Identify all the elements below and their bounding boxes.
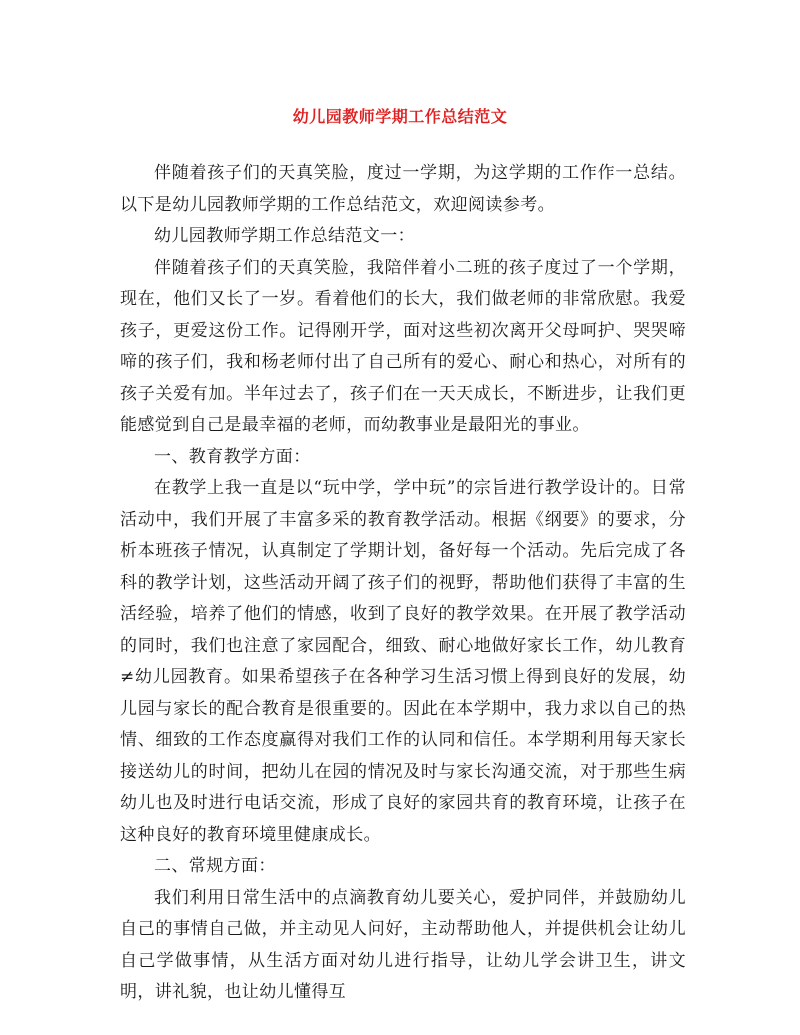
section-heading-teaching: 一、教育教学方面：	[154, 446, 311, 467]
paragraph-reflection: 伴随着孩子们的天真笑脸，我陪伴着小二班的孩子度过了一个学期，现在，他们又长了一岁。看着他们的长大，我们做老师的非常欣慰。我爱孩子，更爱这份工作。记得刚开学，面对这些初次离开父母呵护、哭哭啼啼的孩子们，我和杨老师付出了自己所有的爱心、耐心和热心，对所有的孩子关爱有加。半年过去了，孩子们在一天天成长，不断进步，让我们更能感觉到自己是最幸福的老师，而幼教事业是最阳光的事业。	[120, 257, 686, 435]
paragraph-routine: 我们利用日常生活中的点滴教育幼儿要关心，爱护同伴，并鼓励幼儿自己的事情自己做，并主动见人问好，主动帮助他人，并提供机会让幼儿自己学做事情，从生活方面对幼儿进行指导，让幼儿学会讲卫生，讲文明，讲礼貌，也让幼儿懂得互	[120, 887, 686, 1002]
section-heading-routine: 二、常规方面：	[154, 856, 276, 876]
paragraph-heading-sample-one: 幼儿园教师学期工作总结范文一：	[154, 226, 415, 246]
paragraph-teaching: 在教学上我一直是以“玩中学，学中玩”的宗旨进行教学设计的。日常活动中，我们开展了丰富多采的教育教学活动。根据《纲要》的要求，分析本班孩子情况，认真制定了学期计划，备好每一个活动。先后完成了各科的教学计划，这些活动开阔了孩子们的视野，帮助他们获得了丰富的生活经验，培养了他们的情感，收到了良好的教学效果。在开展了教学活动的同时，我们也注意了家园配合，细致、耐心地做好家长工作，幼儿教育≠幼儿园教育。如果希望孩子在各种学习生活习惯上得到良好的发展，幼儿园与家长的配合教育是很重要的。因此在本学期中，我力求以自己的热情、细致的工作态度赢得对我们工作的认同和信任。本学期利用每天家长接送幼儿的时间，把幼儿在园的情况及时与家长沟通交流，对于那些生病幼儿也及时进行电话交流，形成了良好的家园共育的教育环境，让孩子在这种良好的教育环境里健康成长。	[120, 478, 686, 845]
paragraph-intro: 伴随着孩子们的天真笑脸，度过一学期，为这学期的工作作一总结。以下是幼儿园教师学期的工作总结范文，欢迎阅读参考。	[120, 163, 686, 215]
document-body	[120, 158, 686, 1009]
document-title: 幼儿园教师学期工作总结范文	[292, 107, 508, 126]
